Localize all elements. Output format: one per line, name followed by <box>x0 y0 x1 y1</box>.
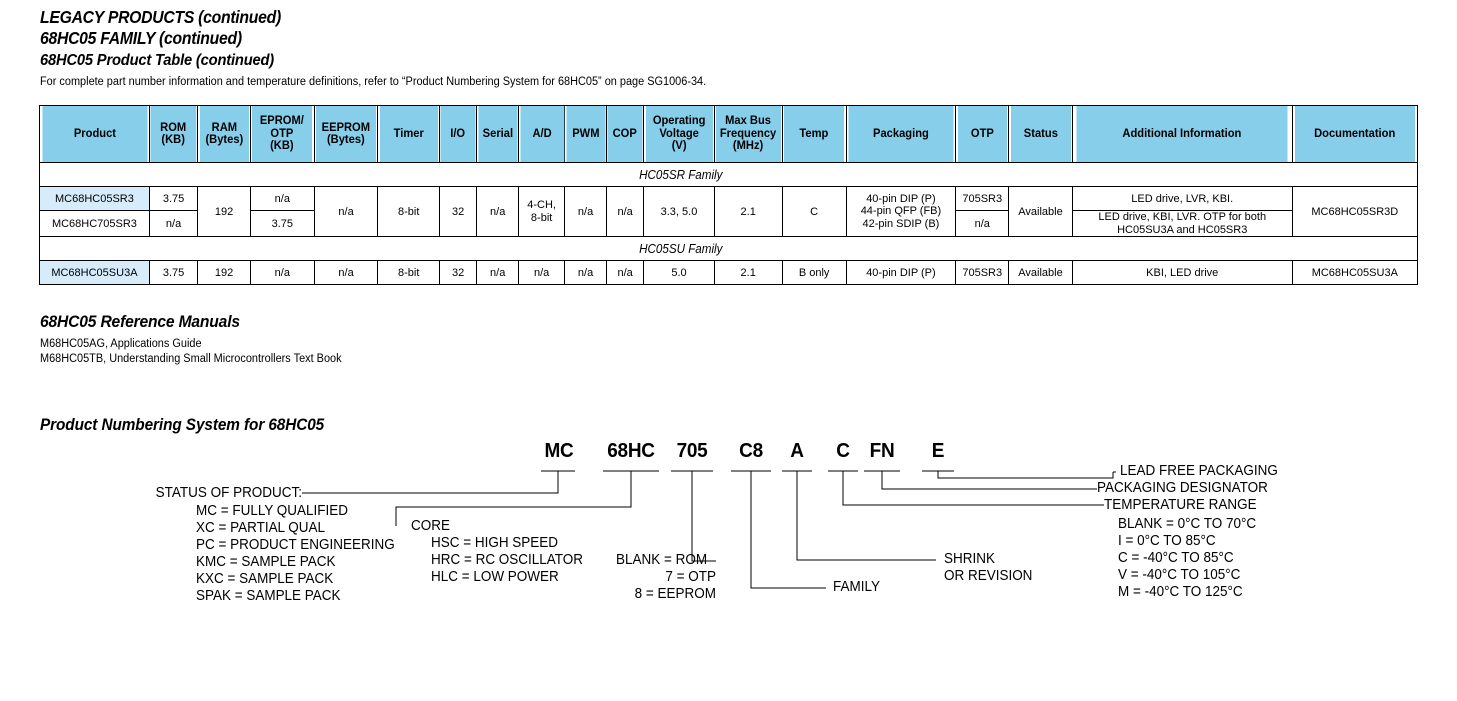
label-core: CORE <box>411 518 450 534</box>
label-or-revision: OR REVISION <box>944 568 1033 584</box>
cell-eprom-otp: 3.75 <box>250 211 314 237</box>
cell-documentation: MC68HC05SR3D <box>1292 187 1417 237</box>
table-row <box>40 187 1418 211</box>
cell-product: MC68HC05SR3 <box>40 187 150 211</box>
col-status-label: Status <box>1023 127 1058 140</box>
col-otp-label: OTP <box>970 127 994 140</box>
col-temp <box>783 106 845 163</box>
temp-option-i: I = 0°C TO 85°C <box>1118 533 1216 549</box>
status-option-mc: MC = FULLY QUALIFIED <box>196 503 348 519</box>
family-group-label: HC05SR Family <box>40 163 1322 187</box>
col-packaging <box>848 106 955 163</box>
cell-max-bus-frequency: 2.1 <box>714 187 782 237</box>
cell-packaging: 40-pin DIP (P) <box>846 261 956 285</box>
cell-rom: n/a <box>149 211 197 237</box>
cell-product: MC68HC705SR3 <box>40 211 150 237</box>
col-eprom-otp: EPROM/ OTP (KB) <box>251 106 313 163</box>
cell-eeprom: n/a <box>314 261 378 285</box>
cell-eeprom: n/a <box>314 187 378 237</box>
reference-manuals-title: 68HC05 Reference Manuals <box>40 312 240 331</box>
core-option-hrc: HRC = RC OSCILLATOR <box>431 552 583 568</box>
status-option-kxc: KXC = SAMPLE PACK <box>196 571 334 587</box>
table-header-row <box>40 106 1418 163</box>
col-timer-label: Timer <box>393 127 424 140</box>
reference-manual-item: M68HC05AG, Applications Guide <box>40 338 202 350</box>
col-additional-information <box>1076 106 1289 163</box>
col-io <box>440 106 476 163</box>
col-status <box>1010 106 1072 163</box>
col-documentation <box>1294 106 1416 163</box>
col-io-label: I/O <box>450 127 466 140</box>
label-lead-free-packaging: LEAD FREE PACKAGING <box>1120 463 1278 479</box>
status-option-kmc: KMC = SAMPLE PACK <box>196 554 336 570</box>
family-group-header-hc05sr <box>40 163 1418 187</box>
memory-option-blank: BLANK = ROM <box>616 552 708 568</box>
numbering-system-diagram <box>0 430 1457 660</box>
core-option-hlc: HLC = LOW POWER <box>431 569 559 585</box>
col-ad <box>519 106 564 163</box>
col-documentation-label: Documentation <box>1314 127 1396 140</box>
label-family: FAMILY <box>833 579 880 595</box>
token-c8: C8 <box>739 440 763 462</box>
temp-option-v: V = -40°C TO 105°C <box>1118 567 1241 583</box>
col-cop-label: COP <box>613 127 638 140</box>
cell-documentation: MC68HC05SU3A <box>1292 261 1417 285</box>
reference-manuals-section <box>40 312 357 366</box>
col-otp <box>957 106 1008 163</box>
cell-serial: n/a <box>477 187 519 237</box>
cell-status: Available <box>1009 261 1073 285</box>
col-cop <box>607 106 643 163</box>
temp-option-c: C = -40°C TO 85°C <box>1118 550 1234 566</box>
col-additional-label: Additional Information <box>1122 127 1242 140</box>
cell-max-bus-frequency: 2.1 <box>714 261 782 285</box>
col-serial-label: Serial <box>482 127 513 140</box>
temp-option-blank: BLANK = 0°C TO 70°C <box>1118 516 1257 532</box>
token-fn: FN <box>869 440 895 462</box>
status-option-xc: XC = PARTIAL QUAL <box>196 520 326 536</box>
token-705: 705 <box>676 440 708 462</box>
token-c: C <box>836 440 850 462</box>
token-e: E <box>931 440 945 462</box>
cell-io: 32 <box>439 261 476 285</box>
status-option-pc: PC = PRODUCT ENGINEERING <box>196 537 395 553</box>
cell-io: 32 <box>439 187 476 237</box>
token-a: A <box>790 440 804 462</box>
token-mc: MC <box>544 440 574 462</box>
memory-option-7: 7 = OTP <box>665 569 716 585</box>
label-packaging-designator: PACKAGING DESIGNATOR <box>1097 480 1268 496</box>
cell-cop: n/a <box>606 187 643 237</box>
col-rom: ROM (KB) <box>150 106 197 163</box>
col-product <box>41 106 148 163</box>
cell-serial: n/a <box>477 261 519 285</box>
cell-pwm: n/a <box>565 261 607 285</box>
cell-additional-information: KBI, LED drive <box>1072 261 1292 285</box>
col-eeprom: EEPROM (Bytes) <box>315 106 377 163</box>
col-ram: RAM (Bytes) <box>199 106 250 163</box>
col-temp-label: Temp <box>799 127 829 140</box>
memory-option-8: 8 = EEPROM <box>634 586 716 602</box>
cell-otp: 705SR3 <box>956 187 1009 211</box>
token-68hc: 68HC <box>607 440 655 462</box>
product-table <box>39 105 1418 285</box>
status-option-spak: SPAK = SAMPLE PACK <box>196 588 341 604</box>
col-pwm-label: PWM <box>571 127 600 140</box>
cell-additional-information: LED drive, KBI, LVR. OTP for both HC05SU3A and HC05SR3 <box>1072 211 1292 237</box>
cell-timer: 8-bit <box>378 187 440 237</box>
core-option-hsc: HSC = HIGH SPEED <box>431 535 559 551</box>
cell-timer: 8-bit <box>378 261 440 285</box>
cell-temp: B only <box>782 261 846 285</box>
cell-ad: n/a <box>519 261 565 285</box>
page-heading-block <box>40 7 741 89</box>
cell-otp: 705SR3 <box>956 261 1009 285</box>
heading-68hc05-family: 68HC05 FAMILY (continued) <box>40 28 242 48</box>
temp-option-m: M = -40°C TO 125°C <box>1118 584 1243 600</box>
label-shrink: SHRINK <box>944 551 995 567</box>
part-number-note: For complete part number information and temperature definitions, refer to “Product Numbering System for 68HC05” on page SG1006-34. <box>40 76 707 88</box>
cell-operating-voltage: 3.3, 5.0 <box>644 187 714 237</box>
cell-cop: n/a <box>606 261 643 285</box>
col-max-bus-frequency: Max Bus Frequency (MHz) <box>715 106 781 163</box>
cell-product: MC68HC05SU3A <box>40 261 150 285</box>
cell-rom: 3.75 <box>149 261 197 285</box>
heading-product-table: 68HC05 Product Table (continued) <box>40 52 275 69</box>
label-temperature-range: TEMPERATURE RANGE <box>1104 497 1257 513</box>
numbering-system-title: Product Numbering System for 68HC05 <box>40 416 325 434</box>
cell-ram: 192 <box>198 261 251 285</box>
family-group-label: HC05SU Family <box>40 237 1322 261</box>
col-operating-voltage: Operating Voltage (V) <box>645 106 713 163</box>
family-group-header-hc05su <box>40 237 1418 261</box>
reference-manual-item: M68HC05TB, Understanding Small Microcontrollers Text Book <box>40 352 342 365</box>
cell-additional-information: LED drive, LVR, KBI. <box>1072 187 1292 211</box>
table-row <box>40 261 1418 285</box>
cell-rom: 3.75 <box>149 187 197 211</box>
cell-operating-voltage: 5.0 <box>644 261 714 285</box>
col-serial <box>477 106 517 163</box>
cell-pwm: n/a <box>565 187 607 237</box>
cell-status: Available <box>1009 187 1073 237</box>
cell-eprom-otp: n/a <box>250 187 314 211</box>
label-status-of-product: STATUS OF PRODUCT: <box>155 485 302 501</box>
cell-temp: C <box>782 187 846 237</box>
col-pwm <box>565 106 605 163</box>
cell-eprom-otp: n/a <box>250 261 314 285</box>
cell-otp: n/a <box>956 211 1009 237</box>
col-product-label: Product <box>73 127 116 140</box>
col-timer <box>379 106 439 163</box>
col-ad-label: A/D <box>532 127 552 140</box>
cell-packaging: 40-pin DIP (P) 44-pin QFP (FB) 42-pin SDIP (B) <box>846 187 956 237</box>
heading-legacy-products: LEGACY PRODUCTS (continued) <box>40 7 281 27</box>
cell-ram: 192 <box>198 187 251 237</box>
cell-ad: 4-CH, 8-bit <box>519 187 565 237</box>
col-packaging-label: Packaging <box>873 127 929 140</box>
